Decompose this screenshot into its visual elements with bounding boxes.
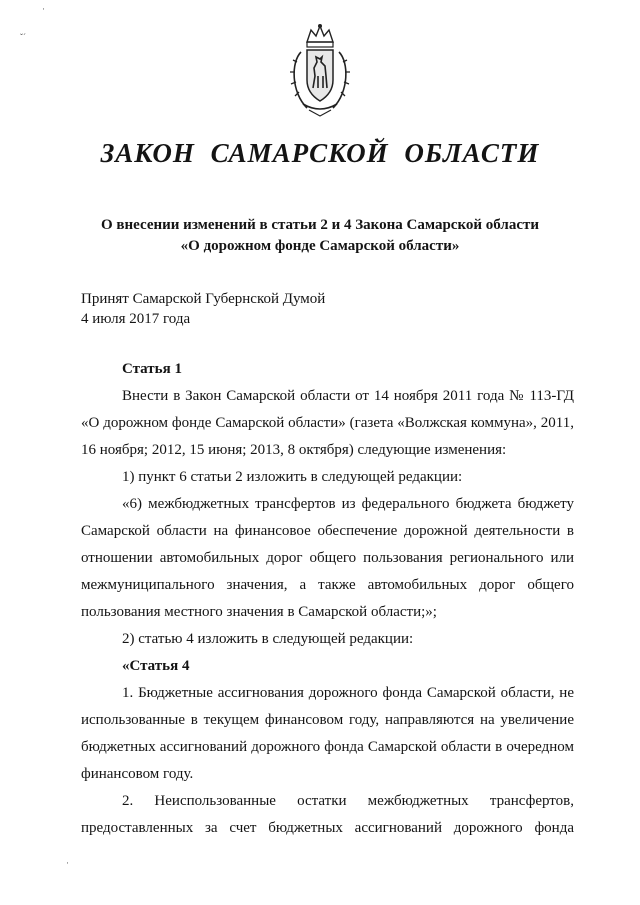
article-paragraph: 1. Бюджетные ассигнования дорожного фонда Самарской области, не использованные в текущем финансовом году, направляются на увеличение бюджетных ассигнований дорожного фонда Самарской области в очередном финансовом году.	[81, 685, 574, 782]
article-intro: Внести в Закон Самарской области от 14 ноября 2011 года № 113-ГД «О дорожном фонде Самарской области» (газета «Волжская коммуна», 2011, 16 ноября; 2012, 15 июня; 2013, 8 октября) следующие изменения:	[81, 388, 574, 458]
article-paragraph: 2. Неиспользованные остатки межбюджетных трансфертов, предоставленных за счет бюджетных ассигнований дорожного фонда	[81, 793, 574, 836]
law-title: ЗАКОН САМАРСКОЙ ОБЛАСТИ	[100, 138, 540, 168]
amendment-item: 1) пункт 6 статьи 2 изложить в следующей редакции:	[122, 469, 463, 485]
samara-coat-of-arms-icon	[287, 22, 353, 118]
amendment-item: 2) статью 4 изложить в следующей редакции:	[122, 631, 414, 647]
new-article-heading: «Статья 4	[122, 658, 190, 674]
subject-line: «О дорожном фонде Самарской области»	[180, 238, 460, 254]
adopted-date: 4 июля 2017 года	[81, 311, 191, 327]
adoption-info	[81, 289, 325, 329]
scan-artifact: ˇ´	[20, 32, 26, 42]
subject-line: О внесении изменений в статьи 2 и 4 Закона Самарской области	[101, 217, 539, 233]
article-heading: Статья 1	[122, 361, 182, 377]
law-subject	[60, 215, 580, 257]
amendment-text: «6) межбюджетных трансфертов из федерального бюджета бюджету Самарской области на финансовое обеспечение дорожной деятельности в отношении автомобильных дорог общего пользования регионального или межмуниципального значения, а также автомобильных дорог общего пользования местного значения в Самарской области;»;	[81, 496, 574, 620]
scan-artifact: ·	[66, 858, 69, 868]
adopted-by: Принят Самарской Губернской Думой	[81, 291, 326, 307]
scan-artifact: ·	[42, 4, 45, 14]
law-body	[81, 356, 574, 842]
